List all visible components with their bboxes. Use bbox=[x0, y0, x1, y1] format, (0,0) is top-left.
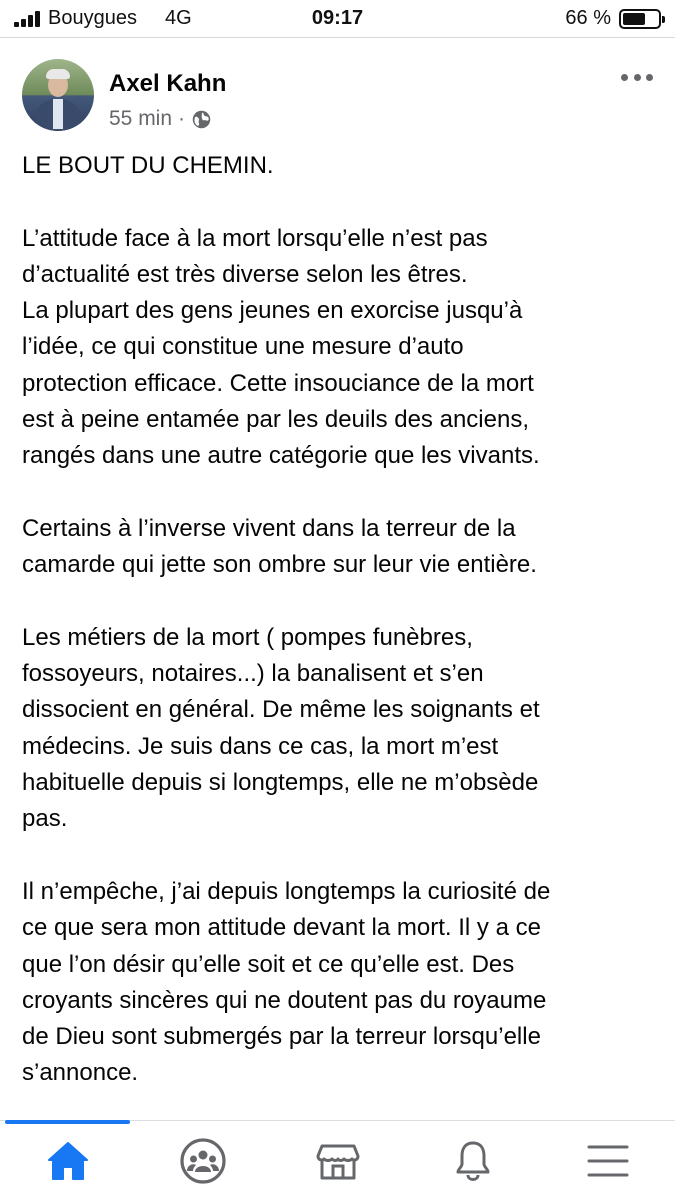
post-line: Les métiers de la mort ( pompes funèbres, bbox=[22, 623, 473, 651]
post-line: dissocient en général. De même les soignants et bbox=[22, 696, 540, 724]
meta-separator: · bbox=[178, 107, 186, 130]
status-bar bbox=[0, 0, 675, 38]
bottom-tab-bar bbox=[0, 1120, 675, 1200]
more-options-icon[interactable] bbox=[621, 70, 653, 84]
post-paragraph bbox=[22, 874, 662, 1092]
post-time[interactable]: 55 min bbox=[109, 107, 173, 130]
post-line: fossoyeurs, notaires...) la banalisent et s’en bbox=[22, 660, 484, 688]
post-paragraph bbox=[22, 511, 662, 584]
status-right bbox=[565, 7, 661, 30]
marketplace-icon bbox=[313, 1136, 363, 1186]
post-line: médecins. Je suis dans ce cas, la mort m’est bbox=[22, 732, 499, 760]
post-line: s’annonce. bbox=[22, 1059, 139, 1087]
post-line: d’actualité est très diverse selon les êtres. bbox=[22, 260, 468, 288]
tab-groups[interactable] bbox=[135, 1121, 270, 1200]
paragraph-gap bbox=[22, 584, 662, 620]
tab-menu[interactable] bbox=[540, 1121, 675, 1200]
post-line: habituelle depuis si longtemps, elle ne m’obsède bbox=[22, 769, 539, 797]
battery-percent: 66 % bbox=[565, 7, 611, 29]
post-line: L’attitude face à la mort lorsqu’elle n’est pas bbox=[22, 224, 488, 252]
post-line: Certains à l’inverse vivent dans la terreur de la bbox=[22, 514, 516, 542]
tab-notifications[interactable] bbox=[405, 1121, 540, 1200]
clock: 09:17 bbox=[311, 7, 364, 29]
paragraph-gap bbox=[22, 475, 662, 511]
post-line: croyants sincères qui ne doutent pas du royaume bbox=[22, 986, 547, 1014]
avatar[interactable] bbox=[22, 59, 94, 131]
tab-marketplace[interactable] bbox=[270, 1121, 405, 1200]
globe-icon bbox=[191, 109, 212, 130]
post-line: protection efficace. Cette insouciance de la mort bbox=[22, 369, 534, 397]
post-line: que l’on désir qu’elle soit et ce qu’elle est. Des bbox=[22, 950, 515, 978]
post-paragraph bbox=[22, 221, 662, 475]
author-name[interactable]: Axel Kahn bbox=[109, 70, 227, 97]
carrier-name: Bouygues bbox=[48, 7, 137, 29]
post-line: l’idée, ce qui constitue une mesure d’auto bbox=[22, 333, 464, 361]
tab-home[interactable] bbox=[0, 1121, 135, 1200]
paragraph-gap bbox=[22, 838, 662, 874]
post-paragraph bbox=[22, 148, 662, 184]
notifications-bell-icon bbox=[448, 1136, 498, 1186]
post-header bbox=[22, 56, 653, 136]
menu-icon bbox=[583, 1136, 633, 1186]
post-meta bbox=[109, 107, 212, 131]
post-line: La plupart des gens jeunes en exorcise jusqu’à bbox=[22, 297, 523, 325]
post-line: camarde qui jette son ombre sur leur vie entière. bbox=[22, 551, 537, 579]
post-line: Il n’empêche, j’ai depuis longtemps la curiosité de bbox=[22, 877, 551, 905]
groups-icon bbox=[178, 1136, 228, 1186]
post-line: LE BOUT DU CHEMIN. bbox=[22, 152, 274, 179]
paragraph-gap bbox=[22, 184, 662, 220]
network-type: 4G bbox=[164, 7, 192, 29]
post-paragraph bbox=[22, 620, 662, 838]
post-line: de Dieu sont submergés par la terreur lorsqu’elle bbox=[22, 1023, 541, 1051]
battery-icon bbox=[619, 9, 661, 29]
post-line: ce que sera mon attitude devant la mort. Il y a ce bbox=[22, 914, 541, 942]
post-line: pas. bbox=[22, 805, 68, 833]
home-icon bbox=[43, 1136, 93, 1186]
post-line: est à peine entamée par les deuils des anciens, bbox=[22, 406, 529, 434]
post-text bbox=[22, 148, 662, 1092]
post-line: rangés dans une autre catégorie que les vivants. bbox=[22, 442, 540, 470]
